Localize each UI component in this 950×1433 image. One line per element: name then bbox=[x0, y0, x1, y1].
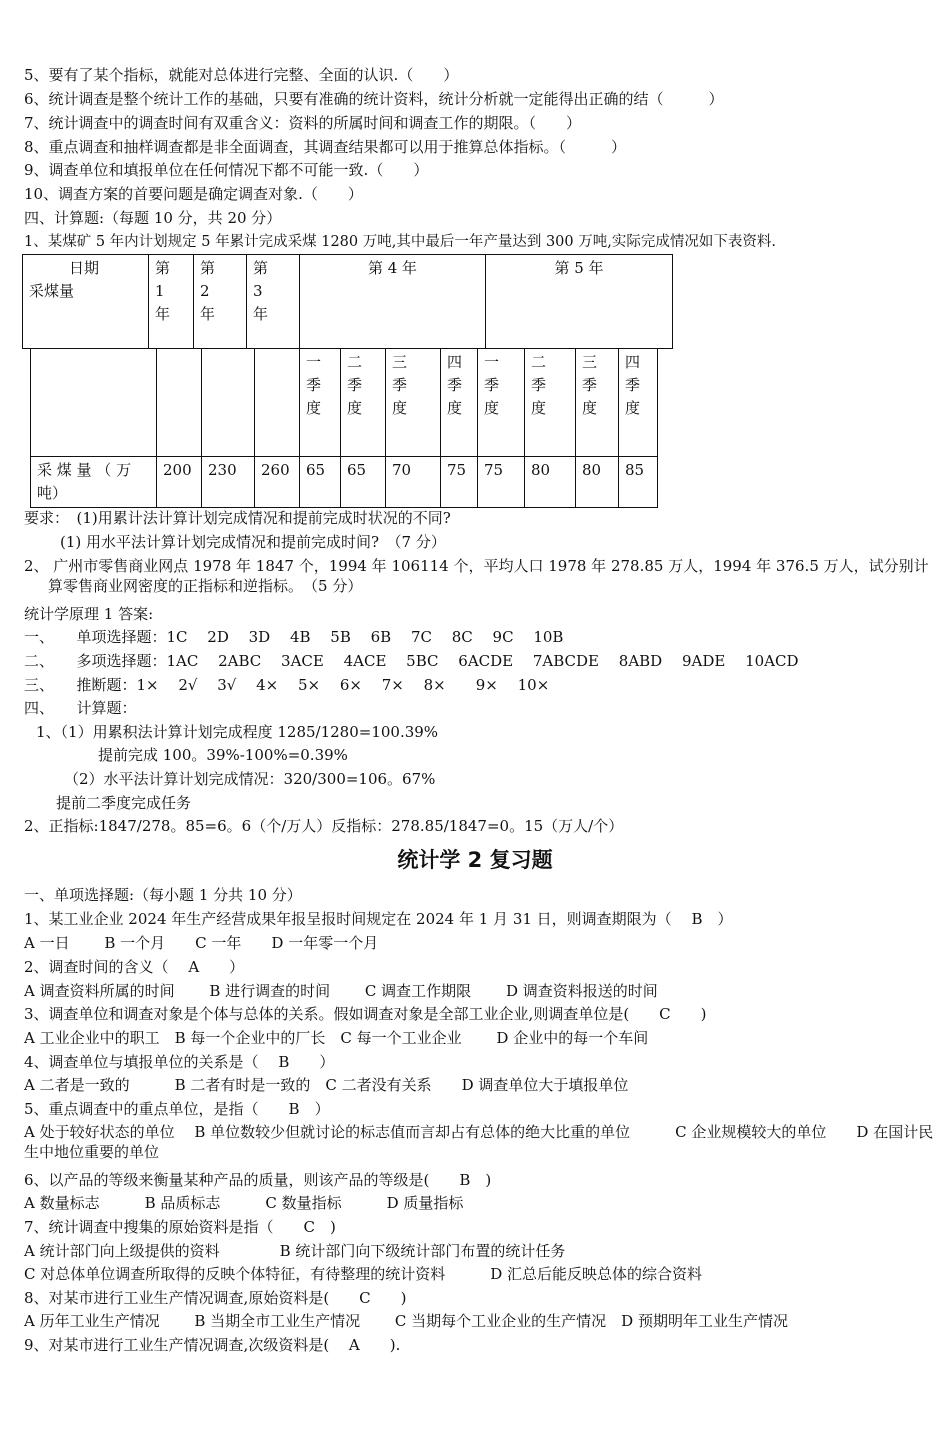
judge-item-6: 6、统计调查是整个统计工作的基础，只要有准确的统计资料，统计分析就一定能得出正确的结（ ） bbox=[24, 90, 724, 108]
answer-calc-1: 1、（1）用累积法计算计划完成程度 1285/1280=100.39% bbox=[36, 723, 439, 741]
part2-heading: 一、单项选择题:（每小题 1 分共 10 分） bbox=[24, 886, 302, 904]
quarter-label: 一季度 bbox=[484, 353, 500, 417]
mc-question-2: 2、调查时间的含义（ A ） bbox=[24, 958, 245, 976]
quarter-label: 三季度 bbox=[392, 353, 408, 417]
mc-question-1: 1、某工业企业 2024 年生产经营成果年报呈报时间规定在 2024 年 1 月 31 日，则调查期限为（ B ） bbox=[24, 910, 733, 928]
blank-cell bbox=[157, 349, 202, 457]
coal-table-header bbox=[22, 254, 673, 349]
table-year-2-header bbox=[194, 255, 247, 349]
year-2-label: 第2年 bbox=[200, 259, 216, 323]
blank-cell bbox=[31, 349, 157, 457]
mc-options-1: A 一日 B 一个月 C 一年 D 一年零一个月 bbox=[24, 934, 379, 952]
year-4-label: 第 4 年 bbox=[367, 259, 418, 277]
mc-options-7b: C 对总体单位调查所取得的反映个体特征，有待整理的统计资料 D 汇总后能反映总体的综合资料 bbox=[24, 1265, 703, 1283]
value-cell: 65 bbox=[341, 457, 386, 508]
mc-options-6: A 数量标志 B 品质标志 C 数量指标 D 质量指标 bbox=[24, 1194, 464, 1212]
answer-judgment: 三、 推断题：1× 2√ 3√ 4× 5× 6× 7× 8× 9× 10× bbox=[24, 676, 550, 694]
value-cell: 85 bbox=[619, 457, 658, 508]
mc-options-7a: A 统计部门向上级提供的资料 B 统计部门向下级统计部门布置的统计任务 bbox=[24, 1242, 566, 1260]
question-1-text: 1、某煤矿 5 年内计划规定 5 年累计完成采煤 1280 万吨,其中最后一年产量达到 300 万吨,实际完成情况如下表资料. bbox=[24, 234, 776, 250]
quarter-label: 一季度 bbox=[306, 353, 322, 417]
value-cell: 230 bbox=[202, 457, 255, 508]
value-cell: 75 bbox=[478, 457, 525, 508]
mc-question-3: 3、调查单位和调查对象是个体与总体的关系。假如调查对象是全部工业企业,则调查单位是( C ) bbox=[24, 1005, 707, 1023]
value-cell: 70 bbox=[386, 457, 441, 508]
year-1-label: 第1年 bbox=[155, 259, 171, 323]
quarter-header bbox=[525, 349, 576, 457]
judge-item-9: 9、调查单位和填报单位在任何情况下都不可能一致.（ ） bbox=[24, 161, 429, 179]
quarter-header bbox=[386, 349, 441, 457]
judge-item-10: 10、调查方案的首要问题是确定调查对象.（ ） bbox=[24, 185, 363, 203]
mc-question-6: 6、以产品的等级来衡量某种产品的质量，则该产品的等级是( B ) bbox=[24, 1171, 492, 1189]
table-year-4-header bbox=[300, 255, 486, 349]
judge-item-5: 5、要有了某个指标，就能对总体进行完整、全面的认识.（ ） bbox=[24, 66, 459, 84]
answer-calc-2-advance: 提前二季度完成任务 bbox=[56, 794, 192, 812]
table-year-5-header bbox=[486, 255, 673, 349]
quarter-label: 二季度 bbox=[531, 353, 547, 417]
question-2-text: 2、 广州市零售商业网点 1978 年 1847 个，1994 年 106114 个，平均人口 1978 年 278.85 万人，1994 年 376.5 万人，试分别计算零售商业网密度的正指标和逆指标。 （5 分） bbox=[24, 557, 929, 595]
mc-options-2: A 调查资料所属的时间 B 进行调查的时间 C 调查工作期限 D 调查资料报送的时间 bbox=[24, 982, 658, 1000]
answers-heading: 统计学原理 1 答案: bbox=[24, 605, 154, 623]
quarter-header bbox=[576, 349, 619, 457]
table-corner-date: 日期 bbox=[69, 259, 100, 277]
row-label-cell bbox=[31, 457, 157, 508]
quarter-header bbox=[341, 349, 386, 457]
blank-cell bbox=[255, 349, 300, 457]
row-label: 采 煤 量 （ 万吨） bbox=[37, 461, 132, 502]
table-year-1-header bbox=[149, 255, 194, 349]
mc-question-7: 7、统计调查中搜集的原始资料是指（ C ) bbox=[24, 1218, 336, 1236]
value-cell: 200 bbox=[157, 457, 202, 508]
answer-calc-2: （2）水平法计算计划完成情况：320/300=106。67% bbox=[64, 770, 436, 788]
judge-item-8: 8、重点调查和抽样调查都是非全面调查，其调查结果都可以用于推算总体指标。（ ） bbox=[24, 138, 627, 156]
value-cell: 65 bbox=[300, 457, 341, 508]
quarter-label: 四季度 bbox=[447, 353, 463, 417]
quarter-header bbox=[478, 349, 525, 457]
table-year-3-header bbox=[247, 255, 300, 349]
quarter-label: 四季度 bbox=[625, 353, 641, 417]
quarter-label: 三季度 bbox=[582, 353, 598, 417]
section-heading-calc: 四、计算题:（每题 10 分，共 20 分） bbox=[24, 209, 282, 227]
year-5-label: 第 5 年 bbox=[554, 259, 604, 277]
mc-question-4: 4、调查单位与填报单位的关系是（ B ） bbox=[24, 1053, 335, 1071]
mc-question-9: 9、对某市进行工业生产情况调查,次级资料是( A ). bbox=[24, 1336, 401, 1354]
quarter-header bbox=[619, 349, 658, 457]
answer-calc-3: 2、正指标:1847/278。85=6。6（个/万人）反指标：278.85/1847=0。15（万人/个） bbox=[24, 817, 624, 835]
table-corner-cell bbox=[23, 255, 149, 349]
mc-options-5: A 处于较好状态的单位 B 单位数较少但就讨论的标志值而言却占有总体的绝大比重的单位 C 企业规模较大的单位 D 在国计民生中地位重要的单位 bbox=[24, 1123, 934, 1161]
mc-question-5: 5、重点调查中的重点单位，是指（ B ） bbox=[24, 1100, 330, 1118]
answer-calc-1-advance: 提前完成 100。39%-100%=0.39% bbox=[98, 746, 348, 764]
quarter-header bbox=[300, 349, 341, 457]
mc-options-8: A 历年工业生产情况 B 当期全市工业生产情况 C 当期每个工业企业的生产情况 D 预期明年工业生产情况 bbox=[24, 1312, 788, 1330]
answer-multi-choice: 二、 多项选择题：1AC 2ABC 3ACE 4ACE 5BC 6ACDE 7ABCDE 8ABD 9ADE 10ACD bbox=[24, 652, 799, 670]
answer-single-choice: 一、 单项选择题：1C 2D 3D 4B 5B 6B 7C 8C 9C 10B bbox=[24, 628, 564, 646]
quarter-label: 二季度 bbox=[347, 353, 363, 417]
answer-calc-heading: 四、 计算题： bbox=[24, 699, 137, 717]
value-cell: 80 bbox=[576, 457, 619, 508]
mc-options-3: A 工业企业中的职工 B 每一个企业中的厂长 C 每一个工业企业 D 企业中的每一个车间 bbox=[24, 1029, 649, 1047]
coal-table-body bbox=[30, 348, 658, 508]
mc-question-8: 8、对某市进行工业生产情况调查,原始资料是( C ) bbox=[24, 1289, 407, 1307]
judge-item-7: 7、统计调查中的调查时间有双重含义：资料的所属时间和调查工作的期限。（ ） bbox=[24, 114, 582, 132]
value-cell: 260 bbox=[255, 457, 300, 508]
value-cell: 75 bbox=[441, 457, 478, 508]
requirement-2: (1) 用水平法计算计划完成情况和提前完成时间? （7 分） bbox=[60, 533, 446, 551]
quarter-header bbox=[441, 349, 478, 457]
page-title: 统计学 2 复习题 bbox=[397, 848, 553, 872]
mc-options-4: A 二者是一致的 B 二者有时是一致的 C 二者没有关系 D 调查单位大于填报单位 bbox=[24, 1076, 629, 1094]
year-3-label: 第3年 bbox=[253, 259, 269, 323]
value-cell: 80 bbox=[525, 457, 576, 508]
requirement-1: 要求： (1)用累计法计算计划完成情况和提前完成时状况的不同? bbox=[24, 509, 451, 527]
table-corner-output: 采煤量 bbox=[29, 282, 75, 300]
blank-cell bbox=[202, 349, 255, 457]
